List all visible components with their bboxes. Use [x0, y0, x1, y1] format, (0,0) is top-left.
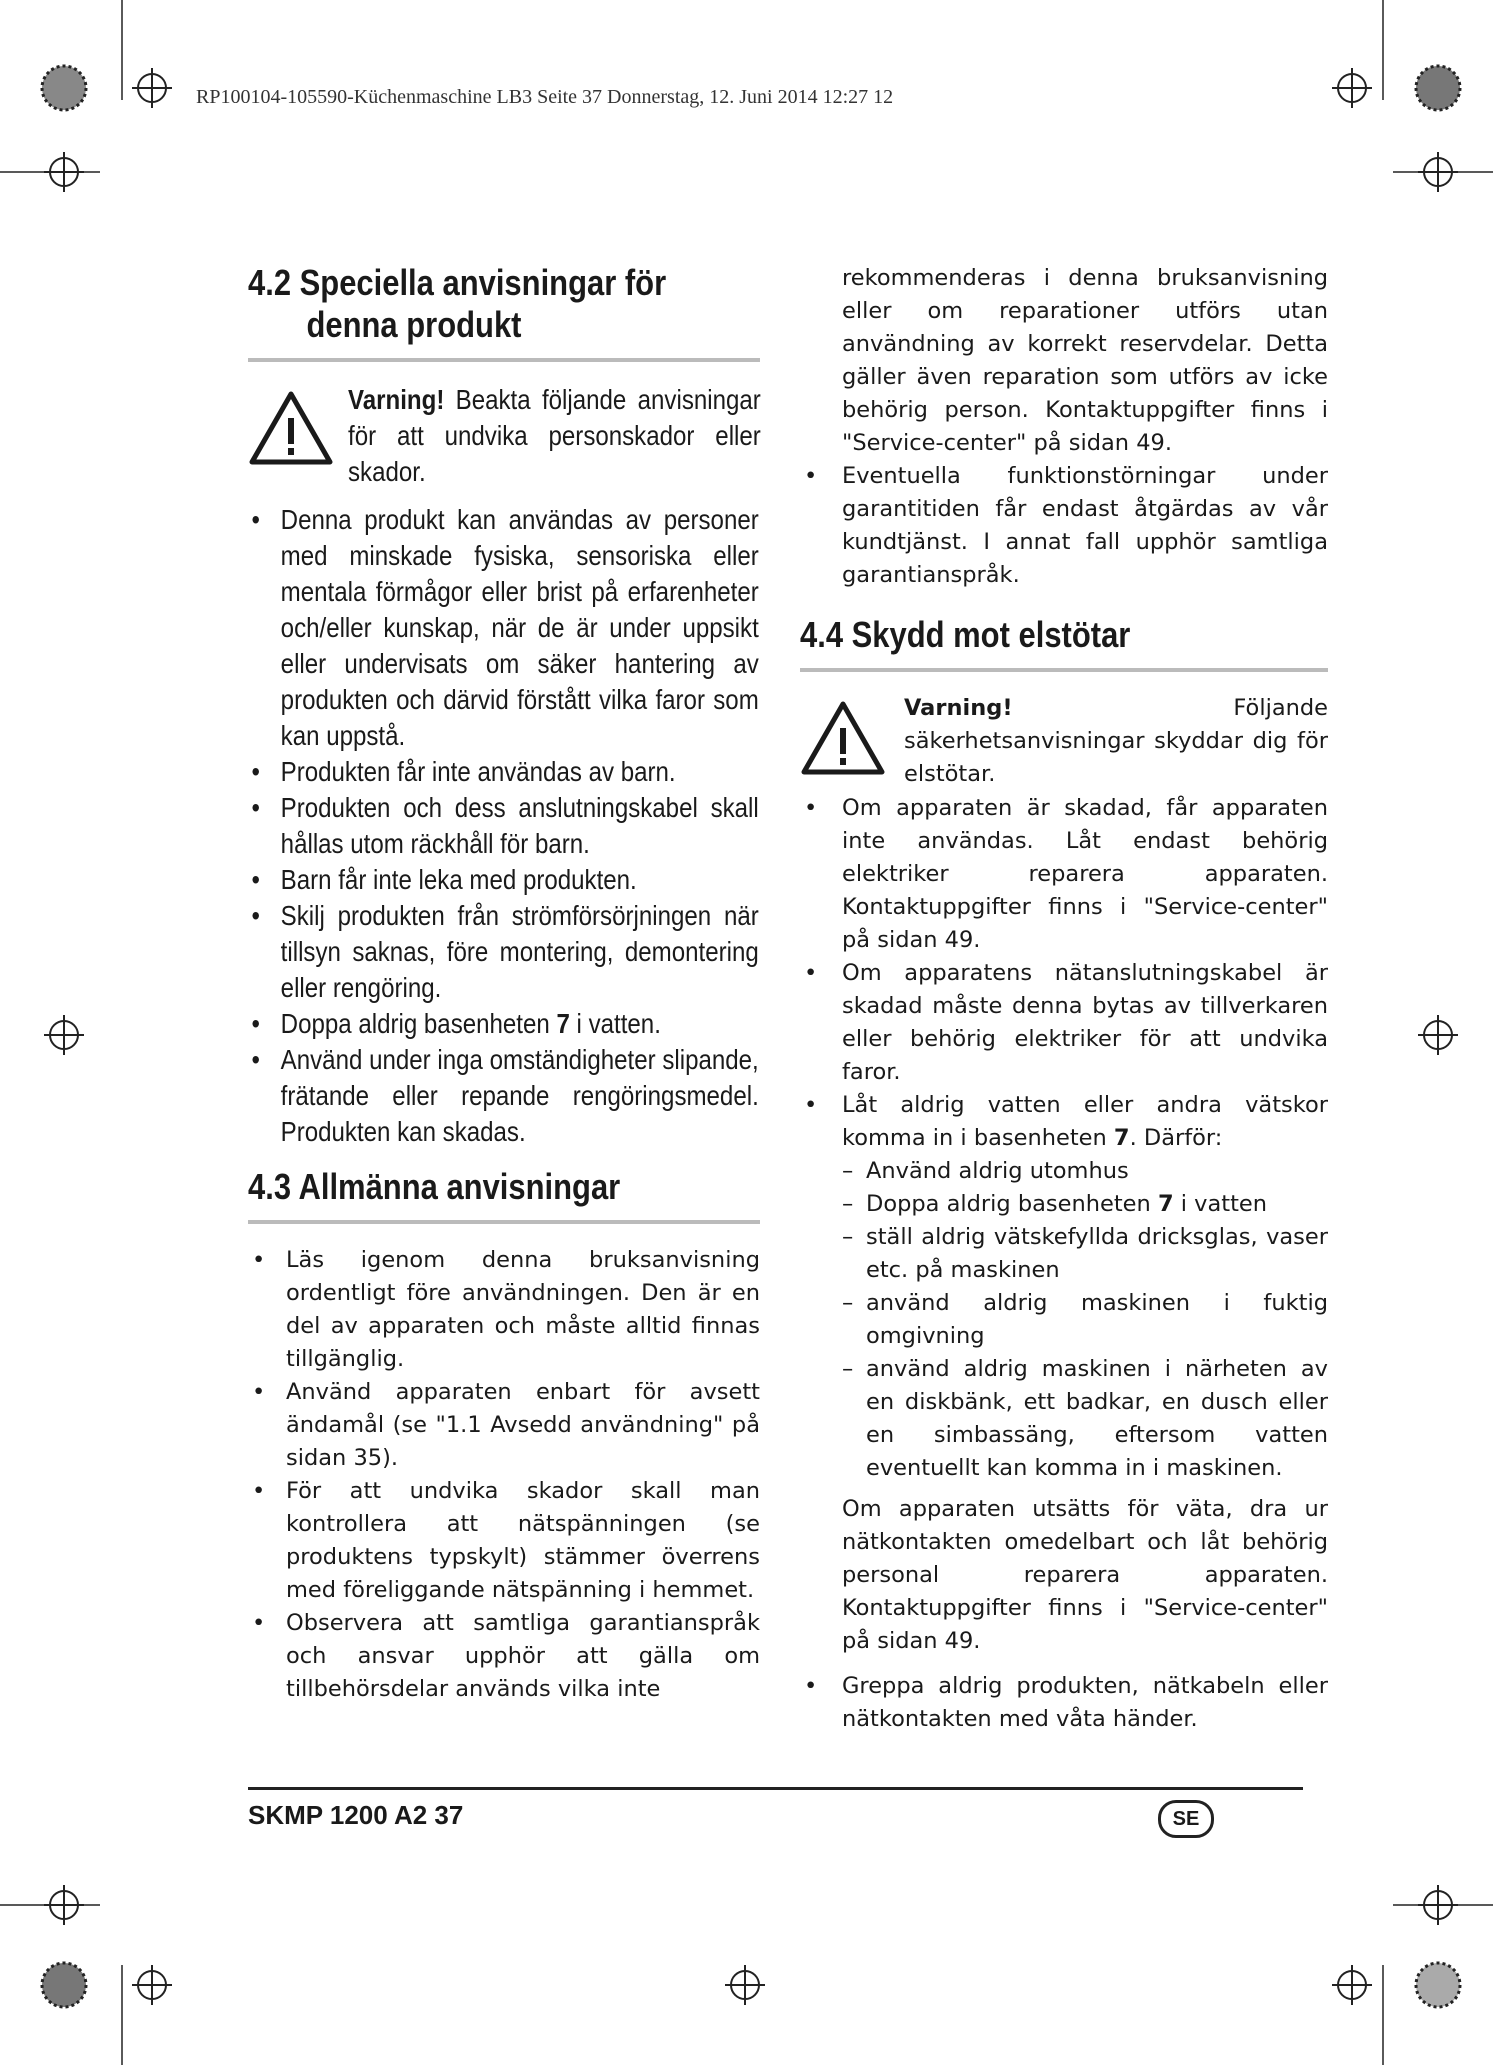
footer-rule	[248, 1787, 1303, 1790]
list-item: – Doppa aldrig basenheten 7 i vatten	[842, 1188, 1328, 1221]
list-item: • Produkten och dess anslutningskabel skall hållas utom räckhåll för barn.	[248, 790, 759, 862]
bullet-list-4-4	[800, 792, 1328, 1485]
list-item: • Produkten får inte användas av barn.	[248, 754, 759, 790]
list-item: • Läs igenom denna bruksanvisning ordentligt före användningen. Den är en del av apparaten och måste alltid finnas tillgänglig.	[248, 1244, 760, 1376]
warning-body: Följande säkerhetsanvisningar skyddar dig för elstötar.	[904, 695, 1328, 787]
warning-block	[248, 382, 760, 492]
list-item: • Doppa aldrig basenheten 7 i vatten.	[248, 1006, 759, 1042]
left-column	[248, 262, 760, 1706]
warning-text	[904, 692, 1328, 791]
list-item: • För att undvika skador skall man kontrollera att nätspänningen (se produktens typskylt) stämmer överrens med föreliggande nätspänning i hemmet.	[248, 1475, 760, 1607]
part-number: 7	[556, 1008, 570, 1039]
warning-block	[800, 692, 1328, 792]
section-rule	[248, 1220, 760, 1224]
right-column	[800, 262, 1328, 1736]
list-item: • Barn får inte leka med produkten.	[248, 862, 759, 898]
bullet-list-final	[800, 1670, 1328, 1736]
dash-list	[842, 1155, 1328, 1485]
section-title-4-2	[248, 262, 688, 346]
list-item: – använd aldrig maskinen i närheten av en diskbänk, ett badkar, en dusch eller en simbassäng, eftersom vatten eventuellt kan komma in i maskinen.	[842, 1353, 1328, 1485]
warning-triangle-icon	[248, 390, 334, 466]
list-item: • Använd apparaten enbart för avsett ändamål (se "1.1 Avsedd användning" på sidan 35).	[248, 1376, 760, 1475]
warning-body: Beakta följande anvisningar för att undvika personskador eller skador.	[348, 384, 761, 487]
part-number: 7	[1157, 1191, 1174, 1217]
title-line-2: denna produkt	[306, 304, 522, 345]
section-title-4-3: 4.3 Allmänna anvisningar	[248, 1166, 621, 1207]
warning-text	[348, 382, 761, 490]
list-item: – ställ aldrig vätskefyllda dricksglas, vaser etc. på maskinen	[842, 1221, 1328, 1287]
section-rule	[800, 668, 1328, 672]
warning-triangle-icon	[800, 700, 886, 776]
list-item: • Skilj produkten från strömförsörjningen när tillsyn saknas, före montering, demontering eller rengöring.	[248, 898, 759, 1006]
list-item: • Om apparaten är skadad, får apparaten inte användas. Låt endast behörig elektriker reparera apparaten. Kontaktuppgifter finns i "Service-center" på sidan 49.	[800, 792, 1328, 957]
bullet-list-continued	[800, 460, 1328, 592]
language-badge: SE	[1158, 1800, 1214, 1838]
continued-paragraph: rekommenderas i denna bruksanvisning eller om reparationer utförs utan användning av korrekt reservdelar. Detta gäller även reparation som utförs av icke behörig person. Kontaktuppgifter finns i "Service-center" på sidan 49.	[842, 265, 1328, 456]
list-item: – Använd aldrig utomhus	[842, 1155, 1328, 1188]
bullet-list-4-2	[248, 502, 759, 1150]
paragraph: Om apparaten utsätts för väta, dra ur nätkontakten omedelbart och låt behörig personal reparera apparaten. Kontaktuppgifter finns i "Service-center" på sidan 49.	[842, 1496, 1328, 1654]
list-item: • Eventuella funktionstörningar under garantitiden får endast åtgärdas av vår kundtjänst. I annat fall upphör samtliga garantianspråk.	[800, 460, 1328, 592]
title-line-1: 4.2 Speciella anvisningar för	[248, 262, 667, 303]
list-item: • Greppa aldrig produkten, nätkabeln eller nätkontakten med våta händer.	[800, 1670, 1328, 1736]
part-number: 7	[1113, 1125, 1130, 1151]
warning-label: Varning!	[904, 695, 1013, 721]
section-rule	[248, 358, 760, 362]
footer-model-page: SKMP 1200 A2 37	[248, 1800, 464, 1830]
warning-label: Varning!	[348, 384, 445, 415]
list-item: – använd aldrig maskinen i fuktig omgivning	[842, 1287, 1328, 1353]
list-item: • Denna produkt kan användas av personer med minskade fysiska, sensoriska eller mentala förmågor eller brist på erfarenheter och/eller kunskap, när de är under uppsikt eller undervisats om säker hantering av produkten och därvid förstått vilka faror som kan uppstå.	[248, 502, 759, 754]
list-item: • Observera att samtliga garantianspråk och ansvar upphör att gälla om tillbehörsdelar används vilka inte	[248, 1607, 760, 1706]
list-item: • Om apparatens nätanslutningskabel är skadad måste denna bytas av tillverkaren eller behörig elektriker för att undvika faror.	[800, 957, 1328, 1089]
list-item: • Låt aldrig vatten eller andra vätskor komma in i basenheten 7. Därför: – Använd aldrig utomhus – Doppa aldrig basenheten 7 i vatten – ställ aldrig vätskefyllda dricksglas, vaser etc. på maskinen – använd aldrig maskinen i fuktig omgivning – använd aldrig maskinen i närheten av en diskbänk, ett badkar, en dusch eller en simbassäng, eftersom vatten eventuellt kan komma in i maskinen.	[800, 1089, 1328, 1485]
bullet-list-4-3	[248, 1244, 760, 1706]
print-slug: RP100104-105590-Küchenmaschine LB3 Seite 37 Donnerstag, 12. Juni 2014 12:27 12	[196, 86, 894, 108]
list-item: • Använd under inga omständigheter slipande, frätande eller repande rengöringsmedel. Produkten kan skadas.	[248, 1042, 759, 1150]
section-title-4-4: 4.4 Skydd mot elstötar	[800, 614, 1131, 655]
